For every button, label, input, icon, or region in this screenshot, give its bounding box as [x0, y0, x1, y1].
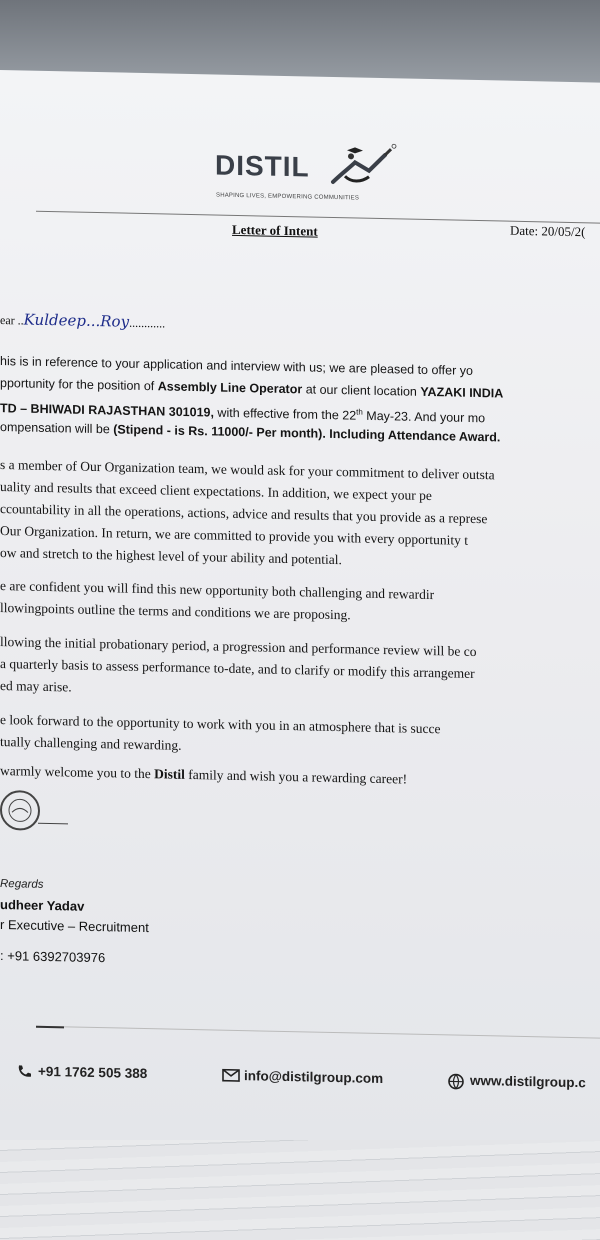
- paragraph-2-line-4: Our Organization. In return, we are committed to provide you with every opportunity t: [0, 523, 469, 548]
- paragraph-2-line-5: ow and stretch to the highest level of your ability and potential.: [0, 545, 342, 568]
- paragraph-1-line-2: pportunity for the position of Assembly Line Operator at our client location YAZAKI INDIA: [0, 376, 504, 401]
- paragraph-3-line-2: llowingpoints outline the terms and conditions we are proposing.: [0, 600, 351, 623]
- salutation-dots: ............: [129, 315, 166, 331]
- paragraph-3-line-1: e are confident you will find this new opportunity both challenging and rewardir: [0, 578, 435, 603]
- paragraph-5-line-1: e look forward to the opportunity to work with you in an atmosphere that is succe: [0, 712, 441, 737]
- paragraph-2-line-1: s a member of Our Organization team, we would ask for your commitment to deliver outsta: [0, 457, 495, 483]
- position-title: Assembly Line Operator: [157, 379, 303, 397]
- paragraph-6: warmly welcome you to the Distil family and wish you a rewarding career!: [0, 763, 408, 787]
- letter-title: Letter of Intent: [232, 221, 318, 239]
- envelope-icon: [222, 1068, 238, 1082]
- recipient-name: Kuldeep...Roy: [23, 310, 130, 331]
- letter-date: Date: 20/05/2(: [510, 222, 586, 240]
- letter-page: [0, 70, 600, 1163]
- phone-icon: [16, 1064, 32, 1078]
- company-stamp: [0, 790, 40, 831]
- globe-icon: [448, 1073, 464, 1087]
- paragraph-4-line-2: a quarterly basis to assess performance to-date, and to clarify or modify this arrangemer: [0, 656, 475, 681]
- paragraph-1-line-3: TD – BHIWADI RAJASTHAN 301019, with effective from the 22th May-23. And your mo: [0, 401, 486, 426]
- paragraph-4-line-1: llowing the initial probationary period, a progression and performance review will be co: [0, 634, 477, 659]
- paragraph-2-line-3: ccountability in all the operations, actions, advice and results that you provide as a represe: [0, 501, 488, 527]
- salutation: [0, 310, 165, 331]
- footer-phone: +91 1762 505 388: [16, 1063, 147, 1081]
- footer-website: www.distilgroup.c: [448, 1072, 586, 1090]
- regards-text: Regards: [0, 878, 44, 891]
- paragraph-2-line-2: uality and results that exceed client expectations. In addition, we expect your pe: [0, 479, 432, 504]
- logo-tagline: SHAPING LIVES, EMPOWERING COMMUNITIES: [216, 192, 360, 202]
- paragraph-1-line-1: his is in reference to your application and interview with us; we are pleased to offer yo: [0, 354, 473, 378]
- footer-divider-accent: [36, 1026, 64, 1029]
- signatory-role: r Executive – Recruitment: [0, 917, 149, 936]
- distil-logo: DISTIL: [215, 150, 310, 184]
- company-name: Distil: [154, 766, 185, 782]
- client-location: TD – BHIWADI RAJASTHAN 301019,: [0, 401, 214, 420]
- salutation-prefix: ear ..: [0, 313, 24, 328]
- signatory-name: udheer Yadav: [0, 897, 85, 914]
- footer-divider: [36, 1026, 600, 1039]
- stipend-text: (Stipend - is Rs. 11000/- Per month). Including Attendance Award.: [113, 422, 501, 445]
- signatory-phone: : +91 6392703976: [0, 948, 106, 966]
- signature-line: [38, 823, 68, 825]
- header-divider: [36, 211, 600, 224]
- footer-email: info@distilgroup.com: [222, 1068, 383, 1086]
- paragraph-5-line-2: tually challenging and rewarding.: [0, 734, 182, 753]
- paper-stack-edges: [0, 1140, 600, 1240]
- paragraph-4-line-3: ed may arise.: [0, 678, 72, 695]
- paragraph-1-line-4: ompensation will be (Stipend - is Rs. 11000/- Per month). Including Attendance Award.: [0, 420, 501, 445]
- client-name: YAZAKI INDIA: [420, 384, 504, 401]
